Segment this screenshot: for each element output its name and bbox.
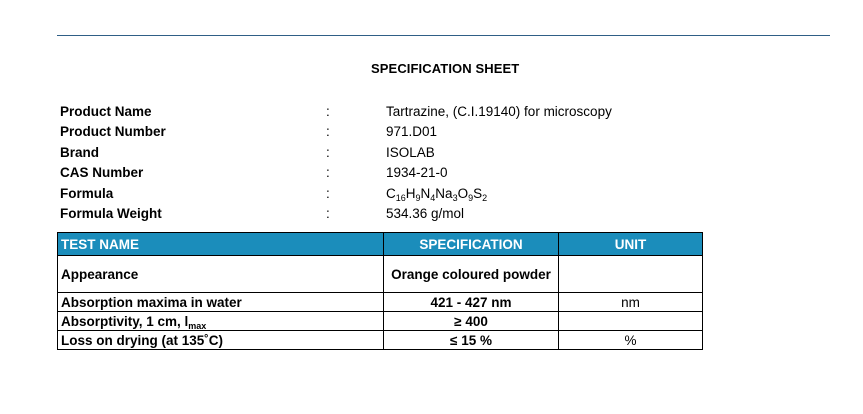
info-colon: : (326, 104, 330, 119)
formula-subscript: 9 (415, 192, 421, 203)
info-colon: : (326, 205, 330, 221)
formula-element: H (405, 185, 416, 201)
formula-subscript: 16 (395, 192, 406, 203)
info-label: CAS Number (60, 165, 144, 181)
column-header-specification: SPECIFICATION (384, 233, 559, 256)
table-header-row (58, 233, 703, 256)
info-colon: : (326, 165, 330, 181)
info-label: Formula (60, 185, 114, 201)
unit-cell: nm (559, 293, 703, 312)
formula-element: O (457, 185, 469, 201)
table-row (58, 293, 703, 312)
specification-table (57, 232, 703, 350)
table-row (58, 312, 703, 331)
test-name-text: Absorptivity, 1 cm, l (61, 313, 189, 329)
specification-cell: 421 - 427 nm (384, 293, 559, 312)
info-value: Tartrazine, (C.I.19140) for microscopy (386, 104, 612, 119)
formula-element: C (386, 185, 396, 201)
specification-cell: ≤ 15 % (384, 331, 559, 350)
info-label: Brand (60, 144, 100, 160)
info-label: Formula Weight (60, 205, 162, 221)
test-name-subscript: max (188, 320, 207, 331)
unit-cell (559, 256, 703, 293)
page-title: SPECIFICATION SHEET (371, 61, 520, 76)
formula-subscript: 9 (468, 192, 474, 203)
table-row (58, 256, 703, 293)
specification-cell: Orange coloured powder (384, 256, 559, 293)
formula-subscript: 3 (452, 192, 458, 203)
info-value: ISOLAB (386, 144, 435, 160)
test-name-cell: Appearance (58, 256, 384, 293)
info-label: Product Number (60, 124, 166, 140)
formula-subscript: 4 (430, 192, 436, 203)
unit-cell (559, 312, 703, 331)
info-colon: : (326, 185, 330, 201)
specification-cell: ≥ 400 (384, 312, 559, 331)
info-value: 971.D01 (386, 124, 438, 140)
test-name-cell: Loss on drying (at 135˚C) (58, 331, 384, 350)
test-name-cell (58, 312, 384, 331)
formula-element: S (473, 185, 483, 201)
formula-subscript: 2 (482, 192, 488, 203)
info-label: Product Name (60, 104, 152, 119)
column-header-unit: UNIT (559, 233, 703, 256)
test-name-cell: Absorption maxima in water (58, 293, 384, 312)
info-colon: : (326, 144, 330, 160)
column-header-test-name: TEST NAME (58, 233, 384, 256)
info-value: 534.36 g/mol (386, 205, 465, 221)
formula-element: N (420, 185, 431, 201)
formula-value (386, 184, 487, 204)
info-colon: : (326, 124, 330, 140)
unit-cell: % (559, 331, 703, 350)
info-value: 1934-21-0 (386, 165, 448, 181)
formula-element: Na (435, 185, 453, 201)
table-row (58, 331, 703, 350)
top-rule (57, 35, 830, 36)
